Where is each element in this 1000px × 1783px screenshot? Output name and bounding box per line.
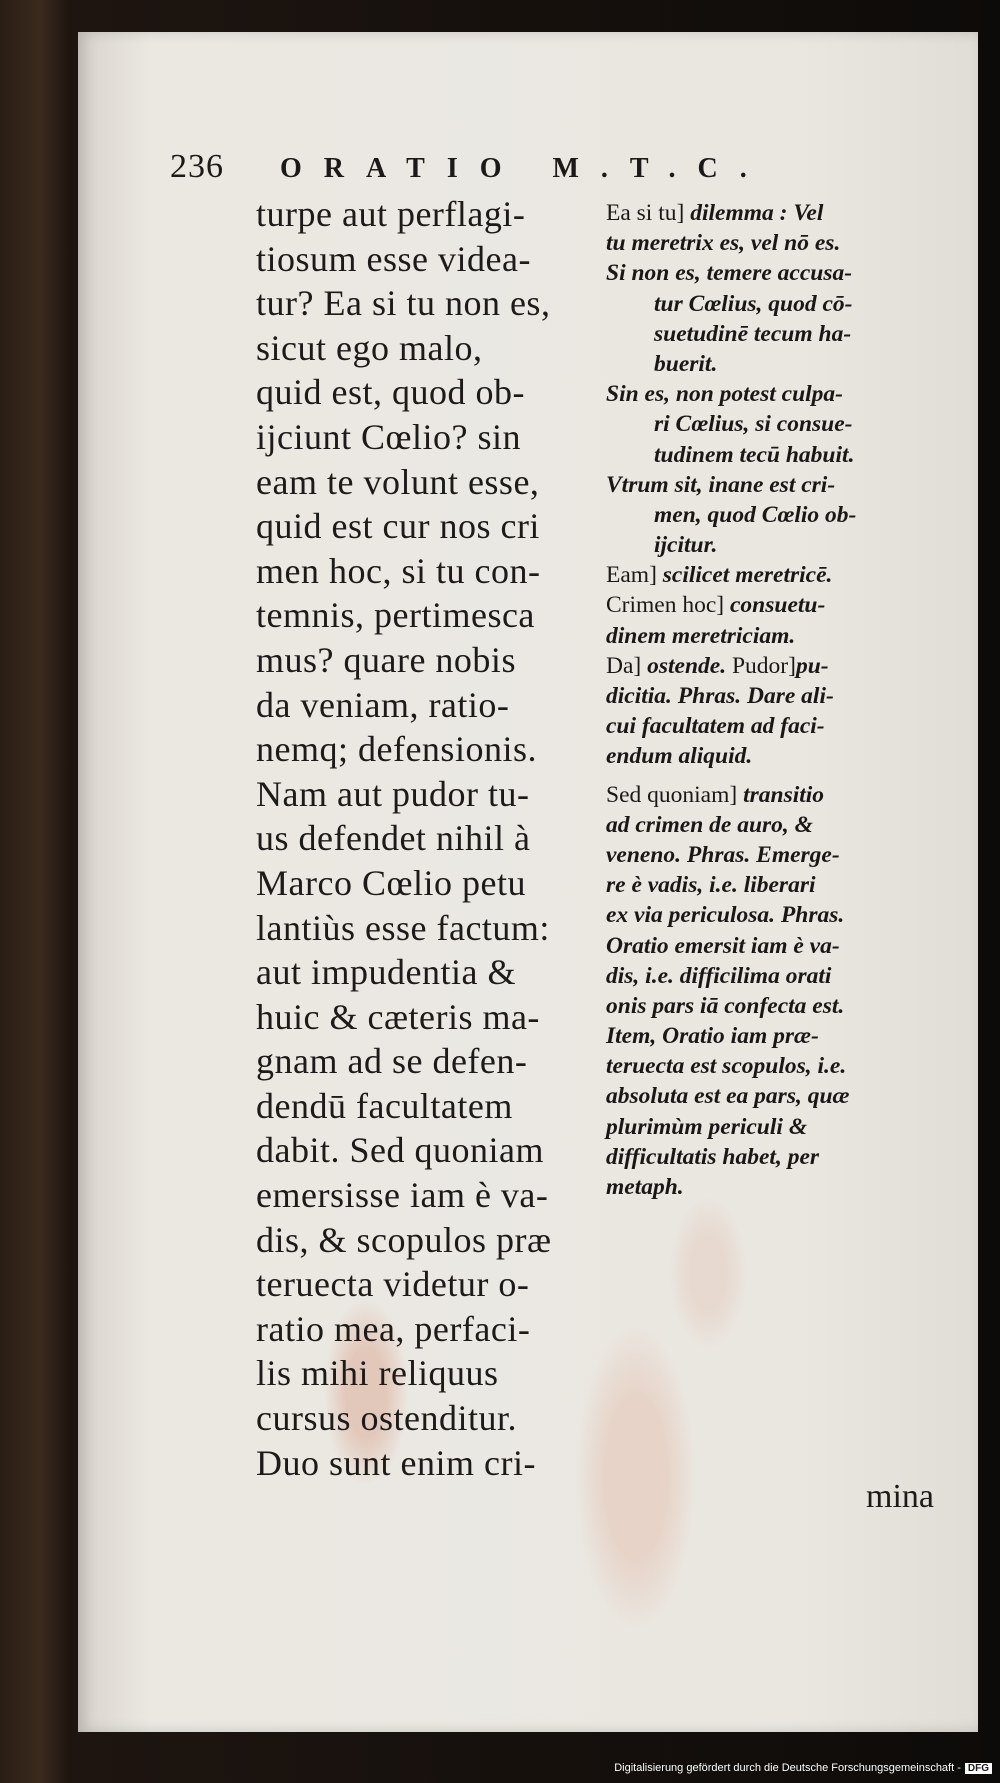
main-text-line: quid est cur nos cri	[256, 506, 540, 547]
note-line: plurimùm periculi &	[606, 1113, 808, 1140]
main-text-line: huic & cæteris ma-	[256, 996, 540, 1037]
main-text-line: temnis, pertimesca	[256, 595, 535, 636]
main-text-line: emersisse iam è va-	[256, 1175, 549, 1216]
note-lemma: Ea si tu]	[606, 200, 685, 226]
main-text-line: cursus ostenditur.	[256, 1398, 517, 1439]
main-text-line: Duo sunt enim cri-	[256, 1442, 536, 1483]
note-line: ri Cœlius, si consue-	[654, 411, 853, 438]
note-line: tur Cœlius, quod cō-	[654, 290, 853, 317]
note-line	[606, 590, 958, 620]
note-line: suetudinē tecum ha-	[654, 320, 852, 347]
note-lemma: Da]	[606, 652, 642, 679]
running-head-title: ORATIO M.T.C.	[280, 153, 769, 184]
note-line	[606, 198, 958, 228]
note-line: tudinem tecū habuit.	[654, 441, 855, 468]
note-line: dinem meretriciam.	[606, 622, 796, 649]
main-text-line: mus? quare nobis	[256, 639, 516, 680]
note-line: veneno. Phras. Emerge-	[606, 841, 840, 868]
note-line: Item, Oratio iam præ-	[606, 1023, 819, 1050]
main-text-column	[256, 192, 606, 1485]
note-gloss: dilemma : Vel	[690, 200, 824, 226]
main-text-line: dis, & scopulos præ	[256, 1219, 552, 1260]
note-line: dis, i.e. difficilima orati	[606, 962, 832, 989]
dfg-logo-icon: DFG	[965, 1763, 992, 1774]
note-line	[606, 780, 958, 810]
main-text-line: lantiùs esse factum:	[256, 907, 550, 948]
note-line: re è vadis, i.e. liberari	[606, 872, 816, 899]
main-text-line: dabit. Sed quoniam	[256, 1130, 544, 1171]
note-line: Sin es, non potest culpa-	[606, 381, 843, 408]
note-line: teruecta est scopulos, i.e.	[606, 1053, 847, 1080]
note-line: difficultatis habet, per	[606, 1143, 820, 1170]
note-line: absoluta est ea pars, quæ	[606, 1083, 850, 1110]
note-line: Vtrum sit, inane est cri-	[606, 471, 836, 498]
note-line: endum aliquid.	[606, 743, 753, 770]
main-text-line: sicut ego malo,	[256, 327, 483, 368]
note-gloss: ostende.	[647, 652, 727, 679]
note-gloss: transitio	[743, 781, 825, 808]
note-line: ex via periculosa. Phras.	[606, 902, 845, 929]
note-gloss: pu-	[795, 652, 829, 679]
page-number: 236	[170, 148, 224, 185]
main-text-line: turpe aut perflagi-	[256, 194, 526, 234]
main-text-line: lis mihi reliquus	[256, 1353, 499, 1394]
note-gloss: scilicet meretricē.	[662, 562, 833, 589]
marginal-notes-column	[606, 198, 958, 1202]
note-line: Oratio emersit iam è va-	[606, 932, 840, 959]
catchword: mina	[866, 1478, 934, 1515]
note-line	[606, 560, 958, 590]
note-line: dicitia. Phras. Dare ali-	[606, 683, 834, 709]
note-line: cui facultatem ad faci-	[606, 713, 825, 740]
main-text-line: da veniam, ratio-	[256, 684, 510, 725]
main-text-line: men hoc, si tu con-	[256, 550, 541, 591]
note-line: buerit.	[654, 350, 718, 377]
main-text-line: Nam aut pudor tu-	[256, 773, 530, 814]
note-line: tu meretrix es, vel nō es.	[606, 230, 841, 257]
main-text-line: ijciunt Cœlio? sin	[256, 416, 521, 457]
main-text-line: Marco Cœlio petu	[256, 862, 526, 903]
note-lemma: Pudor]	[731, 652, 796, 679]
main-text-line: ratio mea, perfaci-	[256, 1308, 531, 1349]
running-header	[170, 148, 960, 188]
note-line: onis pars iā confecta est.	[606, 992, 845, 1019]
digitization-credit	[614, 1762, 992, 1774]
note-lemma: Sed quoniam]	[606, 781, 738, 808]
credit-text: Digitalisierung gefördert durch die Deutsche Forschungsgemeinschaft -	[614, 1762, 961, 1774]
note-lemma: Eam]	[606, 562, 657, 589]
main-text-line: tur? Ea si tu non es,	[256, 283, 551, 324]
main-text-line: aut impudentia &	[256, 952, 516, 993]
note-line: metaph.	[606, 1174, 684, 1200]
main-text-line: gnam ad se defen-	[256, 1041, 528, 1082]
main-text-line: us defendet nihil à	[256, 818, 531, 859]
main-text-line: quid est, quod ob-	[256, 372, 525, 413]
main-text-line: nemq; defensionis.	[256, 729, 537, 770]
note-line: ad crimen de auro, &	[606, 811, 813, 838]
note-line: ijcitur.	[654, 532, 718, 559]
note-line: men, quod Cœlio ob-	[654, 501, 857, 528]
note-line: Si non es, temere accusa-	[606, 260, 853, 287]
main-text-line: teruecta videtur o-	[256, 1264, 530, 1305]
main-text-line: dendū facultatem	[256, 1085, 513, 1126]
note-gloss: consuetu-	[730, 592, 826, 619]
note-line	[606, 651, 958, 681]
main-text-line: tiosum esse videa-	[256, 238, 531, 279]
main-text-line: eam te volunt esse,	[256, 461, 540, 502]
note-lemma: Crimen hoc]	[606, 592, 725, 619]
